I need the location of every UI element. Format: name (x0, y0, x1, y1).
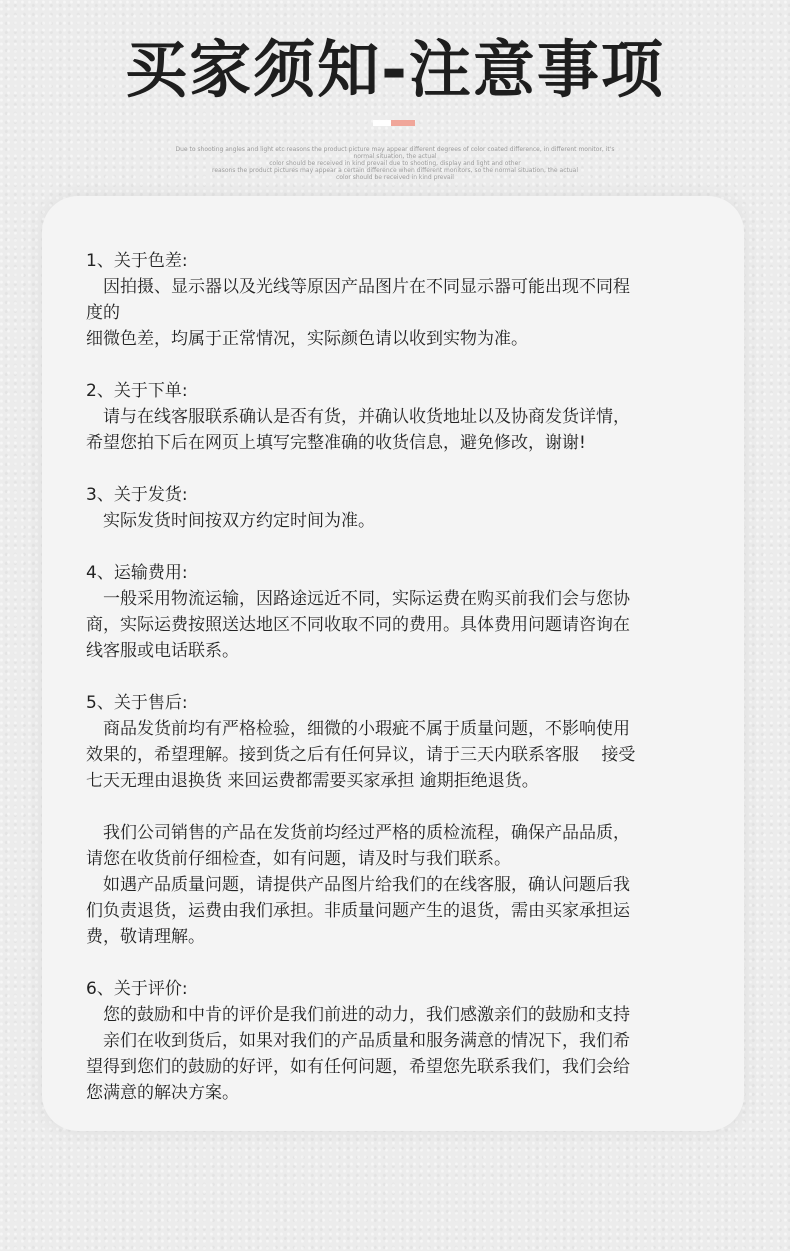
section-line: 一般采用物流运输，因路途远近不同，实际运费在购买前我们会与您协 (86, 589, 630, 609)
accent-bar-pink (391, 120, 415, 126)
section-quality-policy (86, 820, 700, 950)
section-line: 希望您拍下后在网页上填写完整准确的收货信息，避免修改，谢谢! (86, 433, 586, 453)
section-line: 商品发货前均有严格检验，细微的小瑕疵不属于质量问题，不影响使用 (86, 719, 630, 739)
section-line: 七天无理由退换货 来回运费都需要买家承担 逾期拒绝退货。 (86, 771, 539, 791)
section-line: 您的鼓励和中肯的评价是我们前进的动力，我们感激亲们的鼓励和支持 (86, 1005, 630, 1025)
section-line: 细微色差，均属于正常情况，实际颜色请以收到实物为准。 (86, 329, 528, 349)
section-line: 因拍摄、显示器以及光线等原因产品图片在不同显示器可能出现不同程 (86, 277, 630, 297)
section-line: 我们公司销售的产品在发货前均经过严格的质检流程，确保产品品质， (86, 823, 630, 843)
section-heading: 1、关于色差: (86, 251, 188, 271)
notice-content (86, 248, 700, 1132)
section-line: 们负责退货，运费由我们承担。非质量问题产生的退货，需由买家承担运 (86, 901, 630, 921)
page-title: 买家须知-注意事项 (125, 33, 665, 106)
section-line: 请您在收货前仔细检查，如有问题，请及时与我们联系。 (86, 849, 511, 869)
section-line: 商，实际运费按照送达地区不同收取不同的费用。具体费用问题请咨询在 (86, 615, 630, 635)
accent-bar-white (373, 120, 391, 126)
section-line: 费，敬请理解。 (86, 927, 205, 947)
section-heading: 2、关于下单: (86, 381, 188, 401)
section-color-difference (86, 248, 700, 352)
section-shipping (86, 482, 700, 534)
section-heading: 4、运输费用: (86, 563, 188, 583)
section-line: 亲们在收到货后，如果对我们的产品质量和服务满意的情况下，我们希 (86, 1031, 630, 1051)
section-line: 您满意的解决方案。 (86, 1083, 239, 1103)
section-line: 请与在线客服联系确认是否有货，并确认收货地址以及协商发货详情， (86, 407, 630, 427)
section-line: 效果的，希望理解。接到货之后有任何异议，请于三天内联系客服 接受 (86, 745, 636, 765)
section-line: 线客服或电话联系。 (86, 641, 239, 661)
section-line: 度的 (86, 303, 120, 323)
section-heading: 3、关于发货: (86, 485, 188, 505)
section-freight-cost (86, 560, 700, 664)
subtitle-fine-print: Due to shooting angles and light etc reasons the product picture may appear different degrees of color coated difference, in different monitor, it's normal situation, the actual color should be received in kind prevail due to shooting, display and light and other reasons the product pictures may appear a certain difference when different monitors, so the normal situation, the actual color should be received in kind prevail (175, 146, 615, 181)
section-ordering (86, 378, 700, 456)
section-reviews (86, 976, 700, 1106)
section-heading: 5、关于售后: (86, 693, 188, 713)
section-after-sales (86, 690, 700, 794)
section-line: 实际发货时间按双方约定时间为准。 (86, 511, 375, 531)
section-line: 望得到您们的鼓励的好评，如有任何问题，希望您先联系我们，我们会给 (86, 1057, 630, 1077)
section-line: 如遇产品质量问题，请提供产品图片给我们的在线客服，确认问题后我 (86, 875, 630, 895)
section-heading: 6、关于评价: (86, 979, 188, 999)
